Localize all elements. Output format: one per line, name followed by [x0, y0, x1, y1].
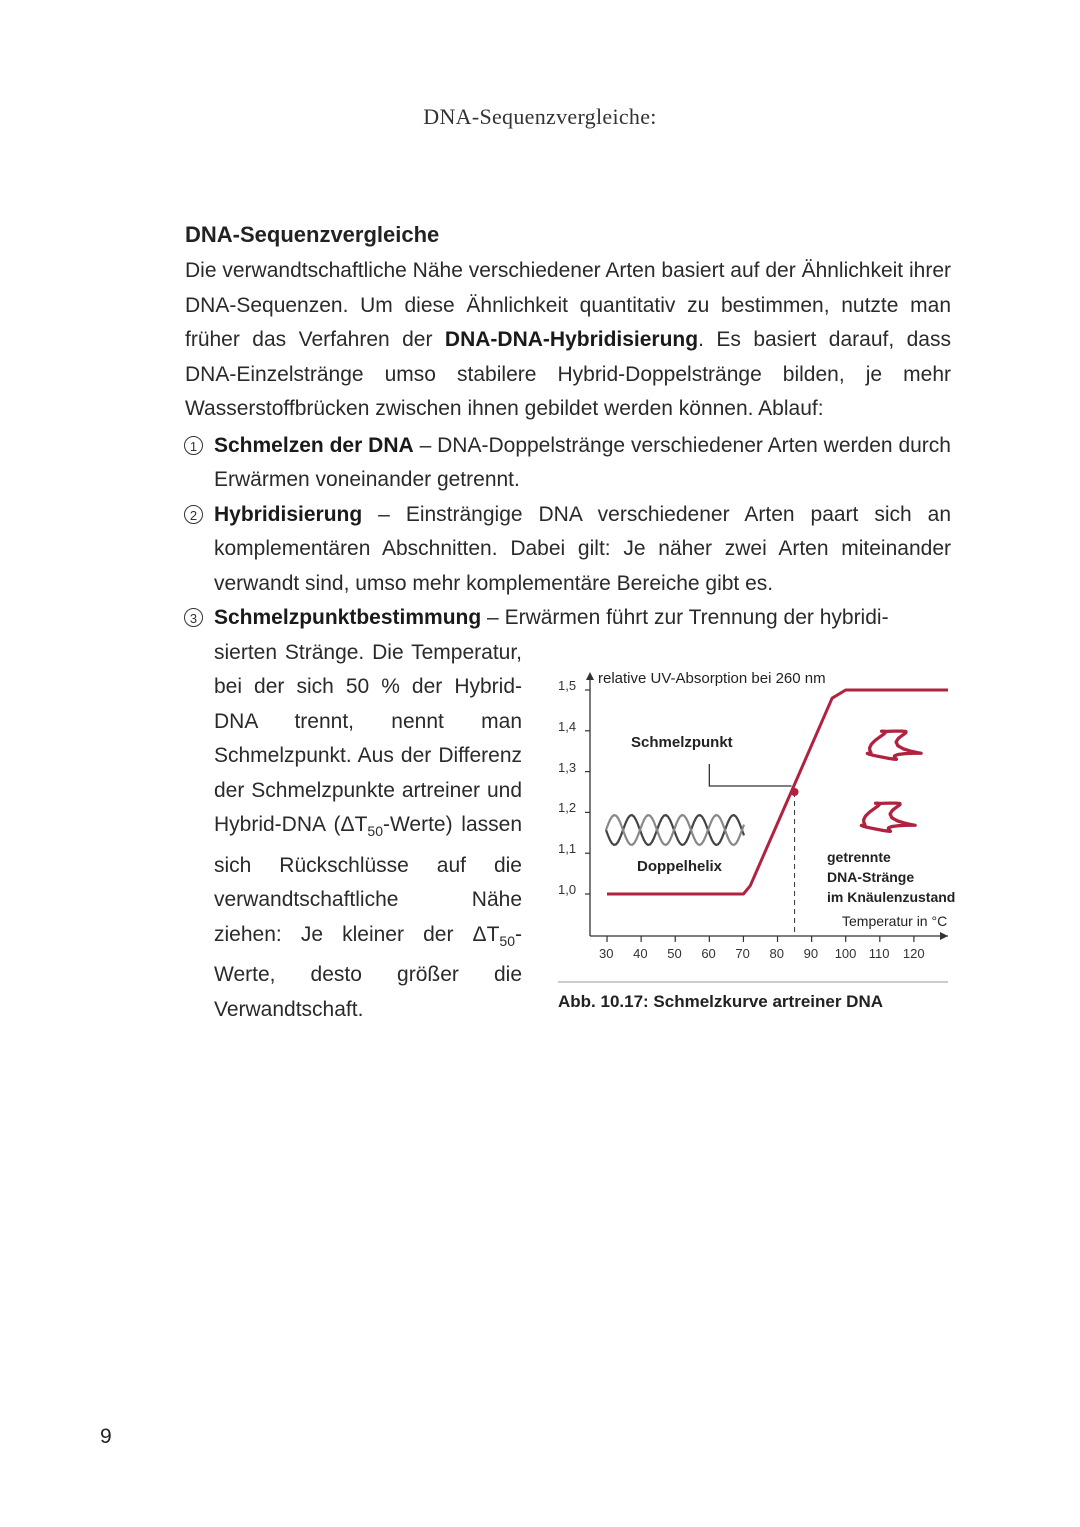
- y-tick-label: 1,2: [558, 800, 577, 816]
- x-tick-label: 70: [735, 946, 750, 961]
- melting-point-marker: [791, 788, 799, 796]
- getrennte-label-2: DNA-Stränge: [827, 869, 915, 885]
- schmelzpunkt-leader: [709, 764, 791, 786]
- step-number-2: 2: [184, 505, 203, 524]
- step-2-title: Hybridisierung: [214, 502, 363, 526]
- y-tick-label: 1,3: [558, 759, 577, 775]
- x-axis-arrow: [940, 932, 948, 940]
- getrennte-label-3: im Knäulenzustand: [827, 889, 956, 905]
- getrennte-label-1: getrennte: [827, 849, 891, 865]
- doppelhelix-label: Doppelhelix: [637, 858, 723, 875]
- page-number: 9: [100, 1425, 112, 1448]
- step-1: 1 Schmelzen der DNA – DNA-Doppelstränge verschiedener Arten werden durch Erwärmen voneinander getrennt.: [185, 429, 951, 498]
- step-number-3: 3: [184, 608, 203, 627]
- page-title: DNA-Sequenzvergleiche:: [423, 104, 657, 129]
- y-tick-label: 1,5: [558, 678, 577, 693]
- subscript-50: 50: [499, 932, 515, 949]
- intro-text-1: Die verwandtschaftliche Nähe verschiedener Arten basiert auf der Ähnlichkeit ihrer DNA-Sequenzen. Um diese Ähnlichkeit quantitativ zu bestimmen, nutzte man früher das Verfahren der: [185, 259, 951, 351]
- section-heading: DNA-Sequenzvergleiche: [185, 222, 440, 247]
- x-tick-label: 60: [701, 946, 716, 961]
- step-1-title: Schmelzen der DNA: [214, 433, 414, 457]
- x-tick-label: 50: [667, 946, 682, 961]
- step-2: 2 Hybridisierung – Einsträngige DNA verschiedener Arten paart sich an komplementären Abschnitten. Dabei gilt: Je näher zwei Arten miteinander verwandt sind, umso mehr komplementäre Bereiche gibt es.: [185, 498, 951, 602]
- y-tick-label: 1,1: [558, 841, 577, 857]
- intro-paragraph: [185, 254, 951, 427]
- y-tick-label: 1,4: [558, 718, 577, 734]
- x-tick-label: 110: [868, 946, 890, 961]
- melting-curve-chart: [548, 660, 958, 990]
- y-axis-label: relative UV-Absorption bei 260 nm: [598, 670, 826, 687]
- x-axis-label: Temperatur in °C: [842, 913, 948, 929]
- coil-illustration-1: [867, 731, 921, 759]
- x-tick-label: 120: [902, 946, 925, 961]
- step-2-text: Einsträngige DNA verschiedener Arten paart sich an komplementären Abschnitten. Dabei gilt: Je näher zwei Arten miteinander verwandt sind, umso mehr komplementäre Bereiche gibt es.: [214, 502, 951, 595]
- step-3-text-line1: Erwärmen führt zur Trennung der hybridi-: [504, 606, 889, 629]
- melting-curve-figure: [548, 660, 958, 1020]
- intro-text-2: . Es basiert darauf, dass DNA-Einzelstränge umso stabilere Hybrid-Doppelstränge bilden, je mehr Wasserstoffbrücken zwischen ihnen gebildet werden können. Ablauf:: [185, 328, 951, 420]
- step-3: 3 Schmelzpunktbestimmung – Erwärmen führt zur Trennung der hybridi- sierten Stränge. Die Temperatur, bei der sich 50 % der Hybrid-DNA trennt, nennt man Schmelzpunkt. Aus der Differenz der Schmelzpunkte artreiner und Hybrid-DNA $(\Delta T_{50}-Werte)$ lassen sich Rückschlüsse auf die verwandtschaftliche Nähe ziehen: Je kleiner der $\Delta T_{50}$-Werte, desto größer die Verwandtschaft.: [185, 601, 951, 1027]
- x-tick-label: 30: [599, 946, 614, 961]
- schmelzpunkt-label: Schmelzpunkt: [631, 734, 733, 751]
- figure-caption: Abb. 10.17: Schmelzkurve artreiner DNA: [558, 992, 884, 1011]
- intro-bold-term: DNA-DNA-Hybridisierung: [444, 328, 699, 351]
- coil-illustration-2: [861, 803, 915, 831]
- step-3-body: sierten Stränge. Die Temperatur, bei der sich 50 % der Hybrid-DNA trennt, nennt man Schmelzpunkt. Aus der Differenz der Schmelzpunkte artreiner und Hybrid-DNA $(\Delta T_{50}-Werte)$ lassen sich Rückschlüsse auf die verwandtschaftliche Nähe ziehen: Je kleiner der $\Delta T_{50}$-Werte, desto größer die Verwandtschaft.: [214, 640, 522, 1021]
- x-tick-label: 90: [803, 946, 819, 961]
- step-1-text: DNA-Doppelstränge verschiedener Arten werden durch Erwärmen voneinander getrennt.: [214, 433, 951, 491]
- x-tick-label: 40: [633, 946, 648, 961]
- y-axis-arrow: [586, 672, 594, 680]
- x-tick-label: 100: [834, 946, 857, 961]
- y-tick-label: 1,0: [558, 882, 577, 897]
- step-number-1: 1: [184, 436, 203, 455]
- step-3-title: Schmelzpunktbestimmung: [214, 606, 482, 629]
- x-tick-label: 80: [769, 946, 784, 961]
